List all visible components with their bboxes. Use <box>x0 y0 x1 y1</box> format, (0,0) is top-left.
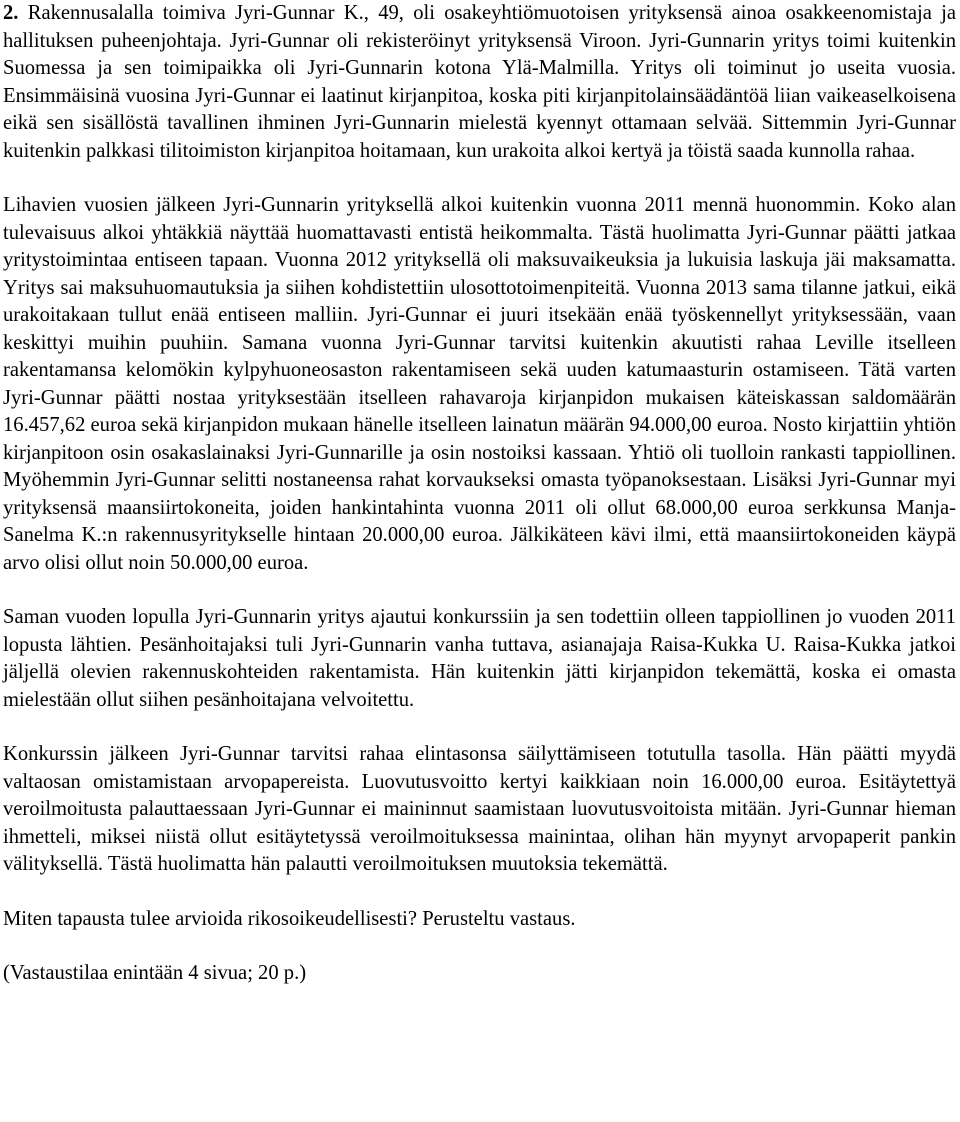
paragraph-spacer <box>3 933 956 960</box>
case-paragraph-4: Konkurssin jälkeen Jyri-Gunnar tarvitsi rahaa elintasonsa säilyttämiseen totutulla tasolla. Hän päätti myydä valtaosan omistamistaan arvopapereista. Luovutusvoitto kertyi kaikkiaan noin 16.000,00 euroa. Esitäytettyä veroilmoitusta palauttaessaan Jyri-Gunnar ei maininnut saamistaan luovutusvoitoista mitään. Jyri-Gunnar hieman ihmetteli, miksei niistä ollut esitäytetyssä veroilmoituksessa mainintaa, olihan hän myynyt arvopaperit pankin välityksellä. Tästä huolimatta hän palautti veroilmoituksen muutoksia tekemättä. <box>3 743 956 875</box>
question-intro-paragraph <box>3 0 956 165</box>
paragraph-spacer <box>3 714 956 741</box>
paragraph-spacer <box>3 879 956 906</box>
answer-space-note: (Vastaustilaa enintään 4 sivua; 20 p.) <box>3 962 307 984</box>
paragraph-spacer <box>3 577 956 604</box>
question-prompt: Miten tapausta tulee arvioida rikosoikeudellisesti? Perusteltu vastaus. <box>3 907 576 930</box>
case-paragraph-3: Saman vuoden lopulla Jyri-Gunnarin yritys ajautui konkurssiin ja sen todettiin olleen tappiollinen jo vuoden 2011 lopusta lähtien. Pesänhoitajaksi tuli Jyri-Gunnarin vanha tuttava, asianajaja Raisa-Kukka U. Raisa-Kukka jatkoi jäljellä olevien rakennuskohteiden rakentamista. Hän kuitenkin jätti kirjanpidon tekemättä, koska ei omasta mielestään ollut siihen pesänhoitajana velvoitettu. <box>3 606 956 711</box>
case-paragraph-2: Lihavien vuosien jälkeen Jyri-Gunnarin yrityksellä alkoi kuitenkin vuonna 2011 mennä huonommin. Koko alan tulevaisuus alkoi yhtäkkiä näyttää huomattavasti entistä heikommalta. Tästä huolimatta Jyri-Gunnar päätti jatkaa yritystoimintaa entiseen tapaan. Vuonna 2012 yrityksellä oli maksuvaikeuksia ja lukuisia laskuja jäi maksamatta. Yritys sai maksuhuomautuksia ja siihen kohdistettiin ulosottotoimenpiteitä. Vuonna 2013 sama tilanne jatkui, eikä urakoitakaan tullut enää entiseen malliin. Jyri-Gunnar ei juuri itsekään enää työskennellyt yrityksessään, vaan keskittyi muihin puuhiin. Samana vuonna Jyri-Gunnar tarvitsi kuitenkin akuutisti rahaa Leville itselleen rakentamansa kelomökin kylpyhuoneosaston rakentamiseen sekä uuden katumaasturin ostamiseen. Tätä varten Jyri-Gunnar päätti nostaa yrityksestään itselleen rahavaroja kirjanpidon mukaisen käteiskassan saldomäärän 16.457,62 euroa sekä kirjanpidon mukaan hänelle itselleen lainatun määrän 94.000,00 euroa. Nosto kirjattiin yhtiön kirjanpitoon osin osakaslainaksi Jyri-Gunnarille ja osin nostoiksi kassaan. Yhtiö oli tuolloin rankasti tappiollinen. Myöhemmin Jyri-Gunnar selitti nostaneensa rahat korvaukseksi omasta työpanoksestaan. Lisäksi Jyri-Gunnar myi yrityksensä maansiirtokoneita, joiden hankintahinta vuonna 2011 oli ollut 68.000,00 euroa serkkunsa Manja-Sanelma K.:n rakennusyritykselle hintaan 20.000,00 euroa. Jälkikäteen kävi ilmi, että maansiirtokoneiden käypä arvo olisi ollut noin 50.000,00 euroa. <box>3 194 956 574</box>
case-facts-text: Rakennusalalla toimiva Jyri-Gunnar K., 49, oli osakeyhtiömuotoisen yrityksensä ainoa osakkeenomistaja ja hallituksen puheenjohtaja. Jyri-Gunnar oli rekisteröinyt yrityksensä Viroon. Jyri-Gunnarin yritys toimi kuitenkin Suomessa ja sen toimipaikka oli Jyri-Gunnarin kotona Ylä-Malmilla. Yritys oli toiminut jo useita vuosia. Ensimmäisinä vuosina Jyri-Gunnar ei laatinut kirjanpitoa, koska piti kirjanpitolainsäädäntöä liian vaikeaselkoisena eikä sen sisällöstä tavallinen ihminen Jyri-Gunnarin mielestä kyennyt ottamaan selvää. Sittemmin Jyri-Gunnar kuitenkin palkkasi tilitoimiston kirjanpitoa hoitamaan, kun urakoita alkoi kertyä ja töistä saada kunnolla rahaa. <box>3 2 956 162</box>
paragraph-spacer <box>3 165 956 192</box>
question-number: 2. <box>3 2 19 24</box>
